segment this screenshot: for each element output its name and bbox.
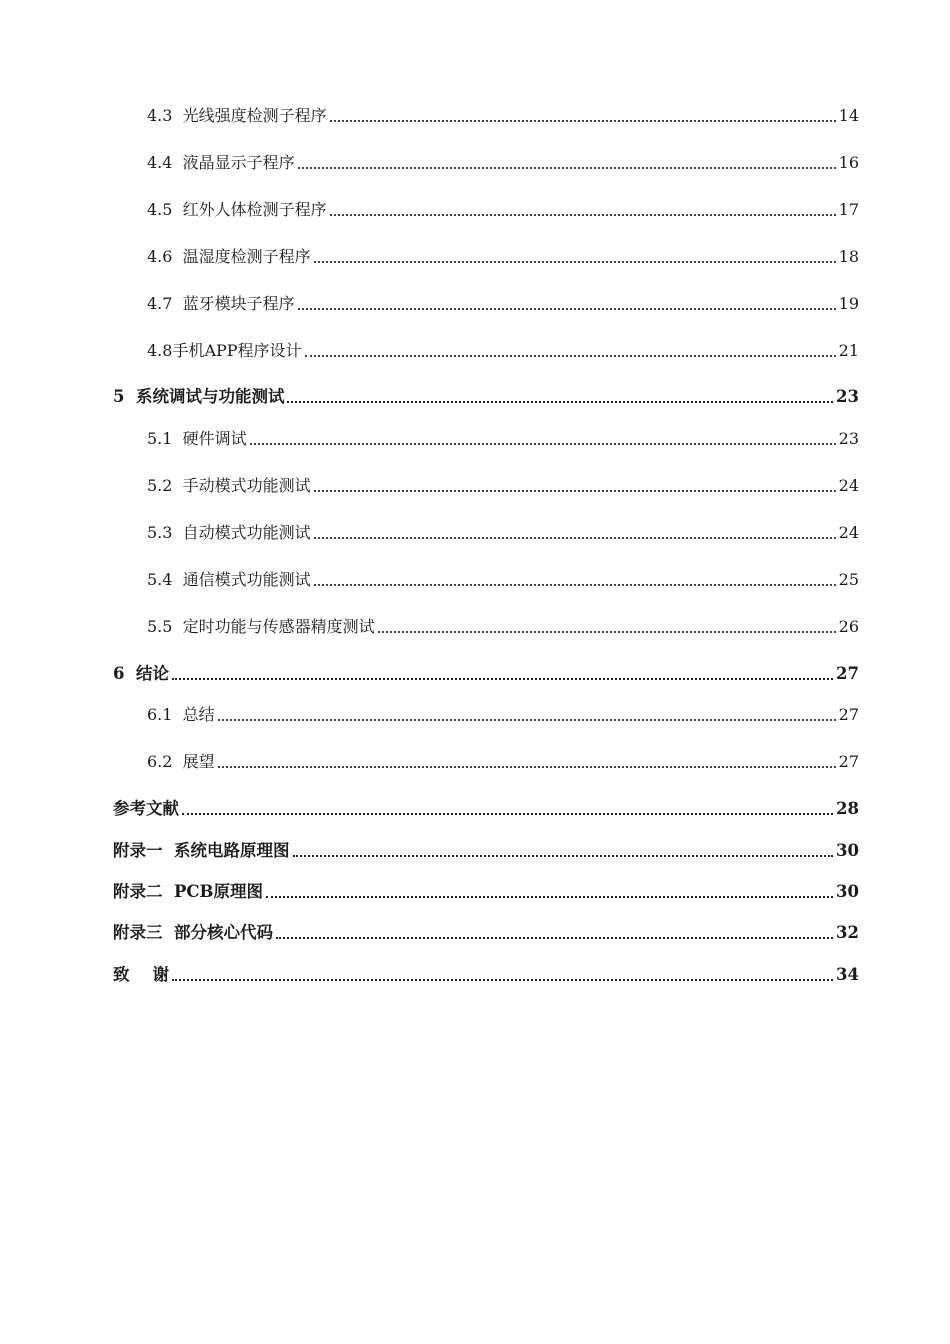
toc-entry-page: 24 bbox=[838, 476, 859, 495]
toc-entry[interactable] bbox=[147, 744, 859, 772]
dot-leader bbox=[378, 630, 836, 633]
toc-entry-title: 4.4 液晶显示子程序 bbox=[147, 153, 295, 172]
dot-leader bbox=[182, 812, 833, 815]
toc-entry-title: 6.2 展望 bbox=[147, 752, 215, 771]
toc-chapter-page: 30 bbox=[836, 841, 859, 860]
dot-leader bbox=[330, 119, 836, 122]
toc-chapter-page: 32 bbox=[836, 923, 859, 942]
toc-entry-title: 5.2 手动模式功能测试 bbox=[147, 476, 311, 495]
toc-entry-page: 16 bbox=[838, 153, 859, 172]
toc-entry-title: 5.5 定时功能与传感器精度测试 bbox=[147, 617, 375, 636]
toc-entry-title: 4.5 红外人体检测子程序 bbox=[147, 200, 327, 219]
toc-entry[interactable] bbox=[147, 697, 859, 725]
dot-leader bbox=[218, 718, 836, 721]
toc-chapter[interactable] bbox=[113, 791, 859, 819]
dot-leader bbox=[276, 936, 833, 939]
dot-leader bbox=[298, 166, 836, 169]
toc-chapter-title: 附录三 部分核心代码 bbox=[113, 923, 273, 942]
dot-leader bbox=[287, 400, 833, 403]
toc-chapter[interactable] bbox=[113, 656, 859, 684]
toc-entry-title: 6.1 总结 bbox=[147, 705, 215, 724]
toc-entry-title: 4.6 温湿度检测子程序 bbox=[147, 247, 311, 266]
toc-entry[interactable] bbox=[147, 333, 859, 361]
toc-entry-page: 23 bbox=[838, 429, 859, 448]
toc-chapter-title: 致 谢 bbox=[113, 965, 169, 984]
toc-chapter-page: 23 bbox=[836, 387, 859, 406]
toc-chapter-title: 附录一 系统电路原理图 bbox=[113, 841, 290, 860]
toc-entry-title: 5.3 自动模式功能测试 bbox=[147, 523, 311, 542]
dot-leader bbox=[266, 895, 833, 898]
toc-chapter-title: 参考文献 bbox=[113, 799, 179, 818]
toc-chapter[interactable] bbox=[113, 833, 859, 861]
toc-chapter-title: 附录二 PCB原理图 bbox=[113, 882, 263, 901]
dot-leader bbox=[305, 354, 836, 357]
toc-entry-page: 14 bbox=[838, 106, 859, 125]
toc-entry-page: 26 bbox=[838, 617, 859, 636]
toc-chapter[interactable] bbox=[113, 874, 859, 902]
toc-entry-title: 4.8手机APP程序设计 bbox=[147, 341, 302, 360]
toc-chapter-page: 28 bbox=[836, 799, 859, 818]
toc-entry-page: 27 bbox=[838, 752, 859, 771]
toc-entry-page: 25 bbox=[838, 570, 859, 589]
toc-entry-title: 5.1 硬件调试 bbox=[147, 429, 247, 448]
toc-entry[interactable] bbox=[147, 145, 859, 173]
toc-entry-page: 24 bbox=[838, 523, 859, 542]
toc-entry-page: 21 bbox=[838, 341, 859, 360]
toc-entry[interactable] bbox=[147, 562, 859, 590]
dot-leader bbox=[314, 583, 836, 586]
dot-leader bbox=[250, 442, 836, 445]
dot-leader bbox=[218, 765, 836, 768]
toc-chapter-page: 27 bbox=[836, 664, 859, 683]
toc-entry-page: 17 bbox=[838, 200, 859, 219]
toc-entry-page: 18 bbox=[838, 247, 859, 266]
dot-leader bbox=[314, 489, 836, 492]
dot-leader bbox=[293, 854, 834, 857]
toc-entry-title: 5.4 通信模式功能测试 bbox=[147, 570, 311, 589]
toc-entry[interactable] bbox=[147, 192, 859, 220]
dot-leader bbox=[172, 978, 833, 981]
toc-chapter-page: 30 bbox=[836, 882, 859, 901]
toc-entry[interactable] bbox=[147, 239, 859, 267]
toc-chapter[interactable] bbox=[113, 379, 859, 407]
toc-chapter-title: 5 系统调试与功能测试 bbox=[113, 387, 285, 406]
toc-entry-page: 19 bbox=[838, 294, 859, 313]
toc-entry[interactable] bbox=[147, 286, 859, 314]
toc-chapter-page: 34 bbox=[836, 965, 859, 984]
dot-leader bbox=[314, 536, 836, 539]
toc-entry[interactable] bbox=[147, 609, 859, 637]
toc-entry[interactable] bbox=[147, 468, 859, 496]
toc-chapter-title: 6 结论 bbox=[113, 664, 169, 683]
toc-entry-title: 4.7 蓝牙模块子程序 bbox=[147, 294, 295, 313]
dot-leader bbox=[298, 307, 836, 310]
dot-leader bbox=[172, 677, 833, 680]
toc-entry-page: 27 bbox=[838, 705, 859, 724]
toc-chapter[interactable] bbox=[113, 915, 859, 943]
toc-entry[interactable] bbox=[147, 515, 859, 543]
toc-entry[interactable] bbox=[147, 421, 859, 449]
dot-leader bbox=[330, 213, 836, 216]
toc-chapter[interactable] bbox=[113, 957, 859, 985]
toc-entry[interactable] bbox=[147, 98, 859, 126]
toc-entry-title: 4.3 光线强度检测子程序 bbox=[147, 106, 327, 125]
dot-leader bbox=[314, 260, 836, 263]
